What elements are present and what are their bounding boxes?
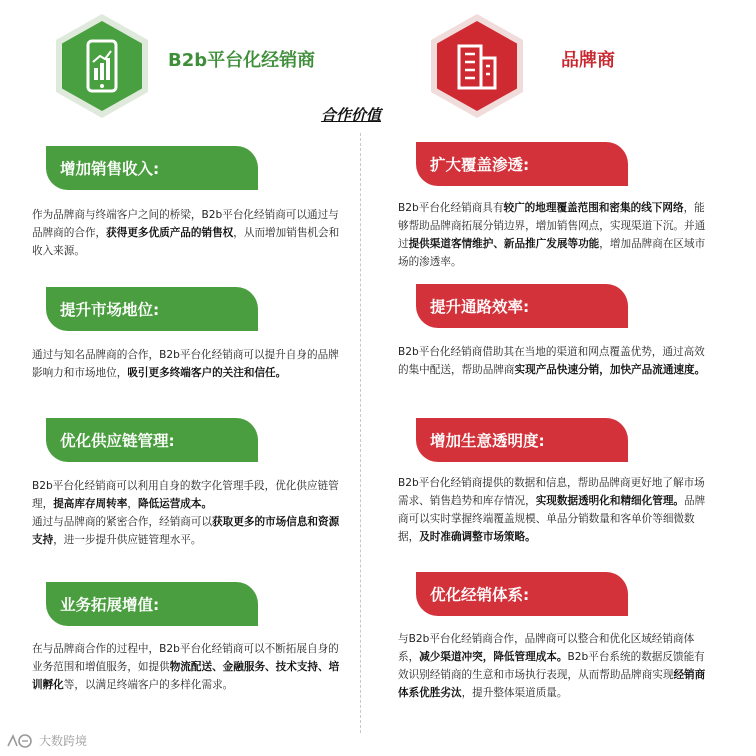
text-segment: ，能够帮助品牌商拓展分销边界，增加销售网点，实现渠道下沉。并通过 — [398, 202, 706, 250]
text-segment: ， — [127, 498, 138, 510]
text-segment: B2b平台化经销商提供的数据和信息，帮助品牌商更好地了解市场需求、销售趋势和库存情况， — [398, 477, 705, 507]
text-segment: B2b平台化经销商可以利用自身的数字化管理手段，优化供应链管理， — [32, 480, 339, 510]
text-segment: 等，以满足终端客户的多样化需求。 — [63, 679, 234, 691]
bold-text-segment: 提高库存周转率 — [53, 498, 128, 510]
right-section-2-title: 提升通路效率: — [416, 284, 628, 328]
bold-text-segment: 提供渠道客情维护、新品推广发展等功能 — [408, 238, 600, 250]
text-segment: 在与品牌商合作的过程中，B2b平台化经销商可以不断拓展自身的业务范围和增值服务，如提供 — [32, 643, 339, 673]
left-hexagon-badge — [56, 14, 148, 118]
right-section-3-title: 增加生意透明度: — [416, 418, 628, 462]
bold-text-segment: 及时准确调整市场策略。 — [419, 531, 536, 543]
bold-text-segment: 吸引更多终端客户的关注和信任。 — [127, 367, 287, 379]
bold-text-segment: 经销商体系优胜劣汰 — [398, 669, 706, 699]
text-segment: 通过与品牌商的紧密合作，经销商可以 — [32, 516, 213, 528]
right-section-1-title: 扩大覆盖渗透: — [416, 142, 628, 186]
center-divider — [360, 133, 361, 733]
text-segment: ，进一步提升供应链管理水平。 — [53, 534, 202, 546]
text-segment: ，提升整体渠道质量。 — [461, 687, 568, 699]
left-section-4-text — [32, 640, 346, 694]
bold-text-segment: 较广的地理覆盖范围和密集的线下网络 — [503, 202, 684, 214]
bold-text-segment: 获得更多优质产品的销售权 — [106, 227, 234, 239]
right-section-4-title: 优化经销体系: — [416, 572, 628, 616]
left-section-4-title: 业务拓展增值: — [46, 582, 258, 626]
text-segment: 与B2b平台化经销商合作，品牌商可以整合和优化区域经销商体系， — [398, 633, 695, 663]
right-section-4-text — [398, 630, 714, 702]
bold-text-segment: 降低运营成本。 — [137, 498, 213, 510]
right-header-title: 品牌商 — [561, 50, 615, 71]
bold-text-segment: 实现数据透明化和精细化管理。 — [535, 495, 685, 507]
right-hexagon-badge — [431, 14, 523, 118]
watermark-logo — [6, 732, 87, 749]
text-segment: ，从而增加销售机会和收入来源。 — [32, 227, 340, 257]
left-section-1-text — [32, 206, 346, 260]
text-segment: ，增加品牌商在区域市场的渗透率。 — [398, 238, 706, 268]
bold-text-segment: 获取更多的市场信息和资源支持 — [32, 516, 340, 546]
right-section-2-text — [398, 343, 714, 379]
text-segment: 作为品牌商与终端客户之间的桥梁，B2b平台化经销商可以通过与品牌商的合作， — [32, 209, 339, 239]
left-header-title: B2b平台化经销商 — [168, 50, 316, 71]
building-icon — [453, 40, 501, 92]
text-segment: 通过与知名品牌商的合作，B2b平台化经销商可以提升自身的品牌影响力和市场地位， — [32, 349, 339, 379]
text-segment: 品牌商可以实时掌握终端覆盖规模、单品分销数量和客单价等细微数据， — [398, 495, 706, 543]
center-title: 合作价值 — [321, 106, 382, 124]
left-section-2-title: 提升市场地位: — [46, 287, 258, 331]
bold-text-segment: 减少渠道冲突，降低管理成本。 — [419, 651, 568, 663]
left-section-3-title: 优化供应链管理: — [46, 418, 258, 462]
right-section-1-text — [398, 199, 714, 271]
text-segment: B2b平台化经销商具有 — [398, 202, 504, 214]
text-segment: B2b平台系统的数据反馈能有效识别经销商的生意和市场执行表现，从而帮助品牌商实现 — [398, 651, 705, 681]
watermark-text: 大数跨境 — [39, 734, 88, 748]
left-section-2-text — [32, 346, 346, 382]
right-section-3-text — [398, 474, 714, 546]
text-segment: B2b平台化经销商借助其在当地的渠道和网点覆盖优势，通过高效的集中配送，帮助品牌商 — [398, 346, 705, 376]
left-section-3-text-a — [32, 477, 346, 513]
left-section-3-text-b — [32, 513, 346, 549]
bold-text-segment: 实现产品快速分销，加快产品流通速度。 — [514, 364, 706, 376]
brand-logo-icon — [6, 733, 36, 749]
left-section-1-title: 增加销售收入: — [46, 146, 258, 190]
bold-text-segment: 物流配送、金融服务、技术支持、培训孵化 — [32, 661, 340, 691]
mobile-chart-icon — [80, 38, 124, 94]
